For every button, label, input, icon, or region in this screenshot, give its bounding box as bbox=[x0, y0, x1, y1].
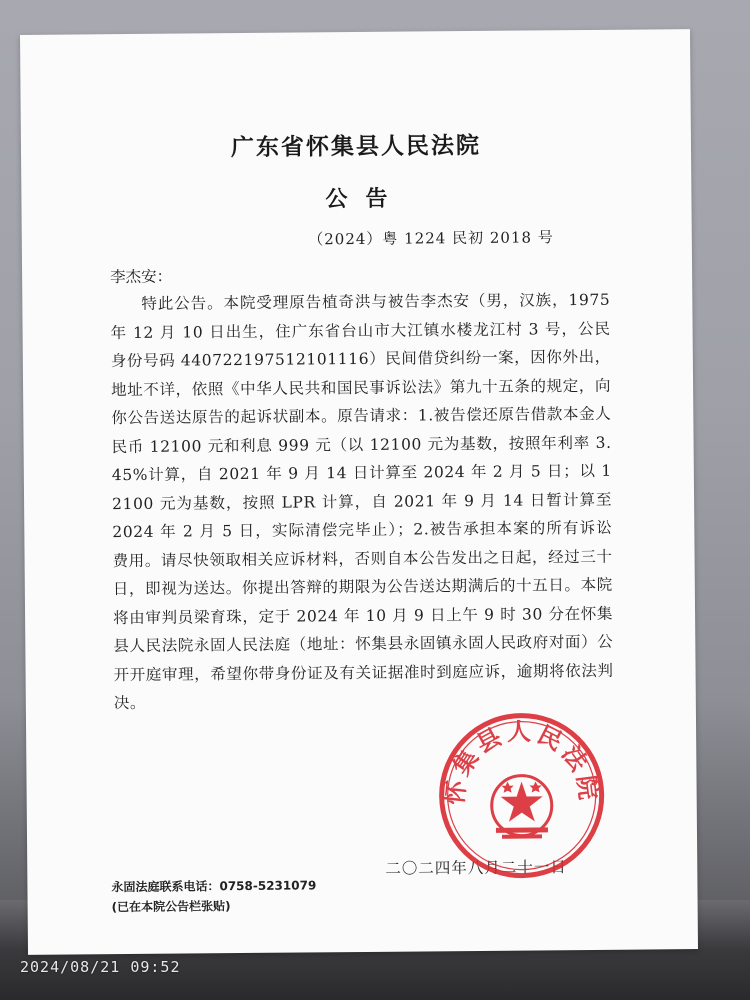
notice-title: 公告 bbox=[325, 185, 406, 213]
court-seal-icon bbox=[436, 710, 607, 881]
notice-paper bbox=[20, 29, 698, 955]
notice-body: 特此公告。本院受理原告植奇洪与被告李杰安（男，汉族，1975 年 12 月 10 日出生，住广东省台山市大江镇水楼龙江村 3 号，公民身份号码 440722197512101116）民间借贷纠纷一案，因你外出，地址不详，依照《中华人民共和国民事诉讼法》第九十五条的规定，向你公告送达原告的起诉状副本。原告请求：1.被告偿还原告借款本金人民币 12100 元和利息 999 元（以 12100 元为基数，按照年利率 3.45%计算，自 2021 年 9 月 14 日计算至 2024 年 2 月 5 日；以 12100 元为基数，按照 LPR 计算，自 2021 年 9 月 14 日暂计算至 2024 年 2 月 5 日，实际清偿完毕止）；2.被告承担本案的所有诉讼费用。请尽快领取相关应诉材料，否则自本公告发出之日起，经过三十日，即视为送达。你提出答辩的期限为公告送达期满后的十五日。本院将由审判员梁育珠，定于 2024 年 10 月 9 日上午 9 时 30 分在怀集县人民法院永固人民法庭（地址：怀集县永固镇永固人民政府对面）公开开庭审理，希望你带身份证及有关证据准时到庭应诉，逾期将依法判决。 bbox=[110, 290, 614, 713]
court-title: 广东省怀集县人民法院 bbox=[230, 131, 482, 162]
case-number: （2024）粤 1224 民初 2018 号 bbox=[308, 228, 554, 249]
svg-text:怀集县人民法院: 怀集县人民法院 bbox=[439, 716, 604, 807]
notice-date: 二〇二四年八月二十一日 bbox=[385, 858, 567, 878]
posted-note: (已在本院公告栏张贴) bbox=[111, 899, 231, 915]
addressee: 李杰安： bbox=[110, 267, 173, 287]
photo-timestamp: 2024/08/21 09:52 bbox=[20, 958, 181, 976]
contact-phone: 永固法庭联系电话：0758-5231079 bbox=[111, 878, 317, 895]
